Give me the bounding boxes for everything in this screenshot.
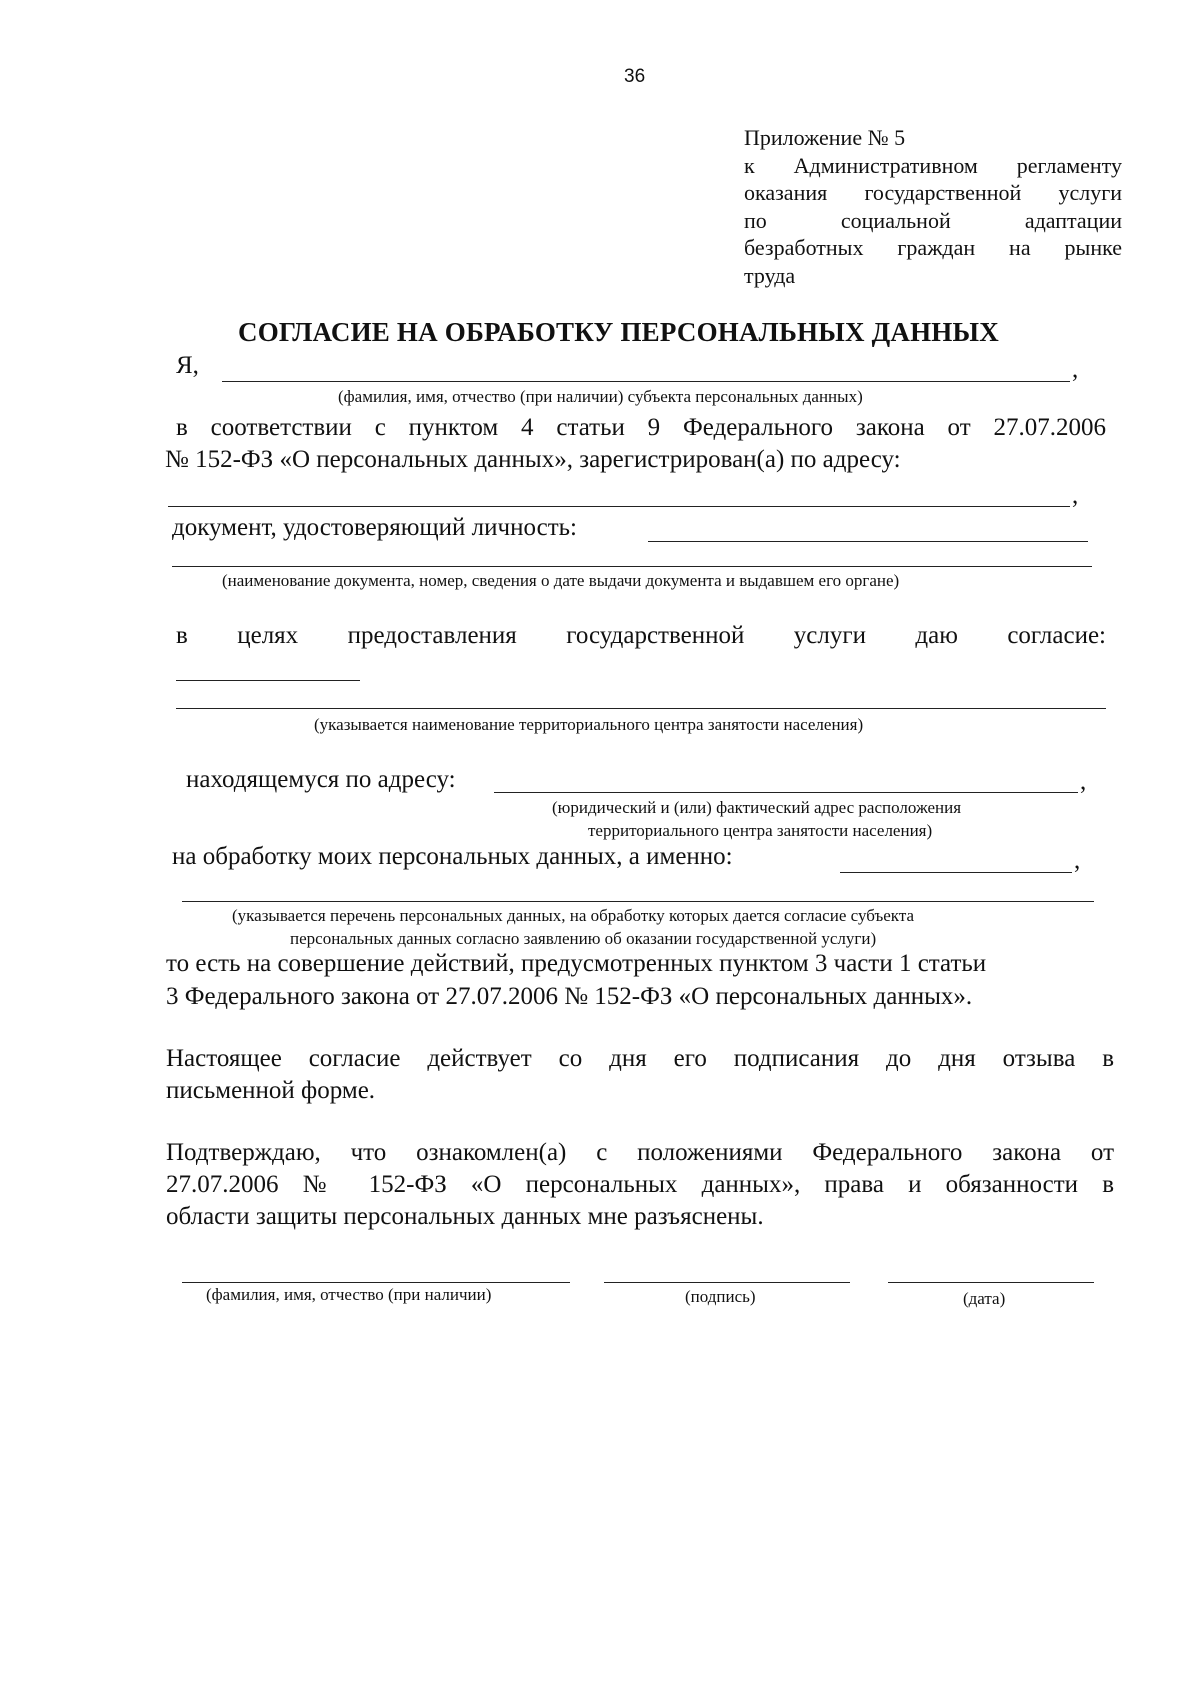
comma: , xyxy=(1072,482,1079,509)
document-title: СОГЛАСИЕ НА ОБРАБОТКУ ПЕРСОНАЛЬНЫХ ДАННЫХ xyxy=(238,317,999,347)
purpose-word: предоставления xyxy=(347,622,517,649)
signature-name-line[interactable] xyxy=(182,1282,570,1283)
document-caption: (наименование документа, номер, сведения о дате выдачи документа и выдавшем его органе) xyxy=(222,571,900,590)
appendix-block xyxy=(744,124,1122,289)
signature-caption: (подпись) xyxy=(685,1287,756,1306)
address-label: находящемуся по адресу: xyxy=(186,766,456,793)
center-input-line[interactable] xyxy=(176,708,1106,709)
appendix-line: оказания государственной услуги xyxy=(744,180,1122,205)
confirm-line-1: Подтверждаю, что ознакомлен(а) с положениями Федерального закона от xyxy=(166,1139,1114,1166)
law-line-1: в соответствии с пунктом 4 статьи 9 Федерального закона от 27.07.2006 xyxy=(176,414,1106,441)
signature-line[interactable] xyxy=(604,1282,850,1283)
address-caption-line-1: (юридический и (или) фактический адрес расположения xyxy=(552,798,962,817)
processing-label: на обработку моих персональных данных, а именно: xyxy=(172,843,733,870)
signature-name-caption: (фамилия, имя, отчество (при наличии) xyxy=(206,1285,492,1304)
comma: , xyxy=(1072,356,1079,383)
actions-line-2: 3 Федерального закона от 27.07.2006 № 152-ФЗ «О персональных данных». xyxy=(166,983,973,1010)
comma: , xyxy=(1080,768,1087,795)
validity-line-2: письменной форме. xyxy=(166,1077,376,1104)
data-list-details-line[interactable] xyxy=(182,901,1094,902)
purpose-line xyxy=(176,622,1106,650)
data-caption-line-2: персональных данных согласно заявлению об оказании государственной услуги) xyxy=(290,929,877,948)
appendix-line: безработных граждан на рынке xyxy=(744,235,1122,260)
purpose-word: государственной xyxy=(566,622,745,649)
document-input-line[interactable] xyxy=(648,541,1088,542)
data-list-input-line[interactable] xyxy=(840,872,1072,873)
address-input-line[interactable] xyxy=(168,506,1070,507)
name-prefix: Я, xyxy=(176,352,199,379)
purpose-word: целях xyxy=(237,622,299,649)
comma: , xyxy=(1074,847,1081,874)
appendix-line: Приложение № 5 xyxy=(744,125,906,150)
purpose-word: даю xyxy=(915,622,958,649)
document-details-line[interactable] xyxy=(172,566,1092,567)
actions-line-1: то есть на совершение действий, предусмотренных пунктом 3 части 1 статьи xyxy=(166,950,987,977)
appendix-line: к Административном регламенту xyxy=(744,152,1122,178)
address-caption-line-2: территориального центра занятости населения) xyxy=(588,821,933,840)
confirm-line-3: области защиты персональных данных мне разъяснены. xyxy=(166,1203,764,1230)
purpose-word: согласие: xyxy=(1007,622,1106,649)
document-label: документ, удостоверяющий личность: xyxy=(172,514,577,541)
page-number: 36 xyxy=(624,66,646,87)
date-caption: (дата) xyxy=(963,1289,1006,1308)
data-caption-line-1: (указывается перечень персональных данных, на обработку которых дается согласие субъекта xyxy=(232,906,915,925)
center-caption: (указывается наименование территориального центра занятости населения) xyxy=(314,715,864,734)
validity-line-1: Настоящее согласие действует со дня его подписания до дня отзыва в xyxy=(166,1045,1114,1072)
purpose-short-line[interactable] xyxy=(176,680,360,681)
center-address-input-line[interactable] xyxy=(494,792,1078,793)
law-line-2: № 152-ФЗ «О персональных данных», зарегистрирован(а) по адресу: xyxy=(165,446,901,473)
purpose-word: услуги xyxy=(793,622,867,649)
date-line[interactable] xyxy=(888,1282,1094,1283)
name-caption: (фамилия, имя, отчество (при наличии) субъекта персональных данных) xyxy=(338,387,863,406)
appendix-line: по социальной адаптации xyxy=(744,207,1122,233)
confirm-line-2: 27.07.2006 № 152-ФЗ «О персональных данных», права и обязанности в xyxy=(166,1171,1114,1198)
appendix-line: труда xyxy=(744,262,796,288)
name-input-line[interactable] xyxy=(222,381,1070,382)
purpose-word: в xyxy=(176,622,188,649)
